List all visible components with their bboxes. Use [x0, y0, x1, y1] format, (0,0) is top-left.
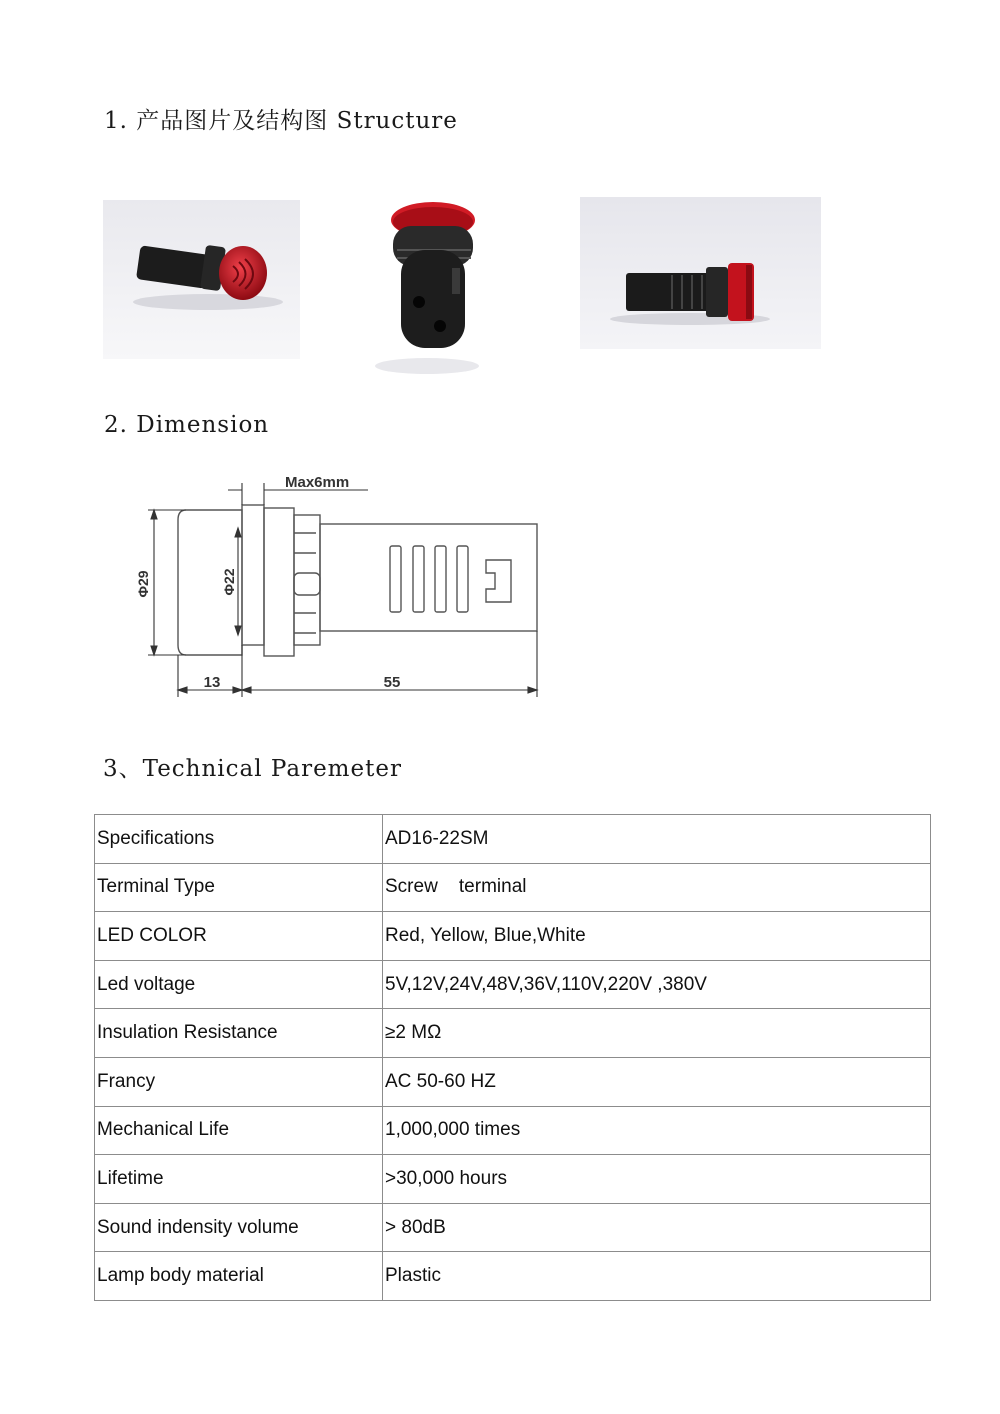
param-name: Lamp body material [95, 1252, 383, 1301]
product-photo-side-view [103, 200, 300, 359]
param-value: Plastic [383, 1252, 931, 1301]
mount-diameter-label: Φ22 [221, 568, 237, 596]
table-row [95, 1057, 931, 1106]
param-value: 1,000,000 times [383, 1106, 931, 1155]
table-row [95, 1203, 931, 1252]
table-row [95, 1106, 931, 1155]
param-name: Francy [95, 1057, 383, 1106]
param-name: Insulation Resistance [95, 1009, 383, 1058]
param-value: Screw terminal [383, 863, 931, 912]
param-value: ≥2 MΩ [383, 1009, 931, 1058]
param-value: >30,000 hours [383, 1155, 931, 1204]
outer-diameter-label: Φ29 [135, 570, 151, 598]
param-value: Red, Yellow, Blue,White [383, 912, 931, 961]
param-value: > 80dB [383, 1203, 931, 1252]
param-name: Sound indensity volume [95, 1203, 383, 1252]
table-row [95, 960, 931, 1009]
param-value: AD16-22SM [383, 815, 931, 864]
body-length-label: 55 [383, 674, 401, 691]
table-row [95, 863, 931, 912]
param-value: AC 50-60 HZ [383, 1057, 931, 1106]
section-heading-dimension: 2. Dimension [104, 412, 270, 438]
technical-parameter-table [94, 814, 931, 1301]
dimension-drawing [128, 465, 548, 710]
param-name: LED COLOR [95, 912, 383, 961]
param-name: Mechanical Life [95, 1106, 383, 1155]
table-row [95, 1009, 931, 1058]
param-name: Lifetime [95, 1155, 383, 1204]
front-length-label: 13 [203, 674, 221, 691]
section-heading-technical: 3、Technical Paremeter [103, 756, 402, 782]
section-heading-structure: 1. 产品图片及结构图 Structure [104, 108, 458, 134]
param-name: Terminal Type [95, 863, 383, 912]
param-name: Led voltage [95, 960, 383, 1009]
table-row [95, 1252, 931, 1301]
param-name: Specifications [95, 815, 383, 864]
product-photo-lateral-view [580, 197, 821, 349]
table-row [95, 912, 931, 961]
max-width-label: Max6mm [285, 474, 350, 491]
table-row [95, 815, 931, 864]
table-row [95, 1155, 931, 1204]
param-value: 5V,12V,24V,48V,36V,110V,220V ,380V [383, 960, 931, 1009]
product-photo-rear-view [365, 198, 490, 378]
